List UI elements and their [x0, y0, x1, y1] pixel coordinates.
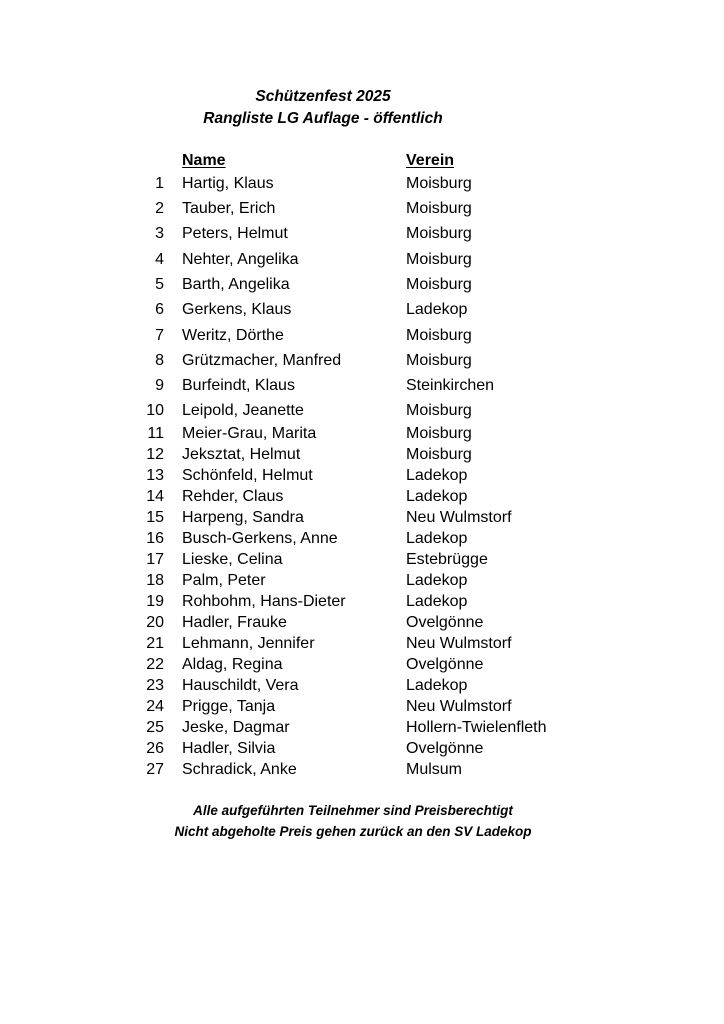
rank-cell: 10 — [146, 402, 164, 419]
rank-cell: 17 — [146, 551, 164, 568]
table-row — [0, 613, 724, 633]
rank-cell: 4 — [155, 251, 164, 268]
name-cell: Tauber, Erich — [182, 200, 276, 217]
table-row — [0, 676, 724, 696]
footer-note-eligibility: Alle aufgeführten Teilnehmer sind Preisberechtigt — [193, 803, 513, 818]
club-cell: Ladekop — [406, 572, 468, 589]
rank-cell: 14 — [146, 488, 164, 505]
name-cell: Rehder, Claus — [182, 488, 284, 505]
table-row — [0, 424, 724, 444]
name-cell: Lehmann, Jennifer — [182, 635, 315, 652]
club-cell: Ovelgönne — [406, 656, 484, 673]
club-cell: Neu Wulmstorf — [406, 635, 512, 652]
table-row — [0, 199, 724, 219]
rank-cell: 11 — [147, 425, 164, 442]
club-cell: Moisburg — [406, 251, 472, 268]
column-header-club: Verein — [406, 152, 455, 169]
table-row — [0, 445, 724, 465]
name-cell: Hauschildt, Vera — [182, 677, 299, 694]
club-cell: Ovelgönne — [406, 614, 484, 631]
rank-cell: 26 — [146, 740, 164, 757]
table-row — [0, 275, 724, 295]
rank-cell: 21 — [146, 635, 164, 652]
rank-cell: 27 — [146, 761, 164, 778]
name-cell: Nehter, Angelika — [182, 251, 299, 268]
table-row — [0, 529, 724, 549]
rank-cell: 18 — [146, 572, 164, 589]
name-cell: Hadler, Frauke — [182, 614, 287, 631]
rank-cell: 2 — [155, 200, 164, 217]
rank-cell: 22 — [146, 656, 164, 673]
name-cell: Weritz, Dörthe — [182, 327, 284, 344]
name-cell: Grützmacher, Manfred — [182, 352, 342, 369]
rank-cell: 5 — [155, 276, 164, 293]
club-cell: Neu Wulmstorf — [406, 509, 512, 526]
club-cell: Ladekop — [406, 488, 468, 505]
club-cell: Moisburg — [406, 175, 472, 192]
club-cell: Ladekop — [406, 301, 468, 318]
name-cell: Barth, Angelika — [182, 276, 290, 293]
name-cell: Jeksztat, Helmut — [182, 446, 301, 463]
rank-cell: 24 — [146, 698, 164, 715]
table-row — [0, 250, 724, 270]
name-cell: Harpeng, Sandra — [182, 509, 304, 526]
rank-cell: 12 — [146, 446, 164, 463]
club-cell: Moisburg — [406, 446, 472, 463]
name-cell: Palm, Peter — [182, 572, 266, 589]
table-row — [0, 326, 724, 346]
rank-cell: 6 — [155, 301, 164, 318]
name-cell: Burfeindt, Klaus — [182, 377, 295, 394]
club-cell: Ladekop — [406, 677, 468, 694]
table-row — [0, 655, 724, 675]
table-row — [0, 592, 724, 612]
rank-cell: 8 — [155, 352, 164, 369]
name-cell: Peters, Helmut — [182, 225, 288, 242]
table-row — [0, 508, 724, 528]
name-cell: Gerkens, Klaus — [182, 301, 292, 318]
rank-cell: 3 — [155, 225, 164, 242]
rank-cell: 15 — [146, 509, 164, 526]
rank-cell: 9 — [155, 377, 164, 394]
rank-cell: 25 — [146, 719, 164, 736]
table-row — [0, 697, 724, 717]
table-row — [0, 718, 724, 738]
name-cell: Meier-Grau, Marita — [182, 425, 317, 442]
name-cell: Aldag, Regina — [182, 656, 283, 673]
document-subtitle: Rangliste LG Auflage - öffentlich — [203, 110, 443, 127]
club-cell: Estebrügge — [406, 551, 488, 568]
rank-cell: 1 — [155, 175, 164, 192]
club-cell: Moisburg — [406, 352, 472, 369]
table-row — [0, 466, 724, 486]
table-row — [0, 376, 724, 396]
footer-note-uncollected: Nicht abgeholte Preis gehen zurück an den SV Ladekop — [174, 824, 532, 839]
club-cell: Moisburg — [406, 276, 472, 293]
table-row — [0, 487, 724, 507]
name-cell: Jeske, Dagmar — [182, 719, 290, 736]
name-cell: Prigge, Tanja — [182, 698, 276, 715]
club-cell: Mulsum — [406, 761, 463, 778]
club-cell: Neu Wulmstorf — [406, 698, 512, 715]
table-row — [0, 174, 724, 194]
rank-cell: 16 — [146, 530, 164, 547]
table-row — [0, 760, 724, 780]
table-row — [0, 571, 724, 591]
club-cell: Hollern-Twielenfleth — [406, 719, 547, 736]
name-cell: Schönfeld, Helmut — [182, 467, 313, 484]
name-cell: Hartig, Klaus — [182, 175, 274, 192]
name-cell: Rohbohm, Hans-Dieter — [182, 593, 346, 610]
column-header-name: Name — [182, 152, 226, 169]
table-row — [0, 739, 724, 759]
rank-cell: 13 — [146, 467, 164, 484]
name-cell: Lieske, Celina — [182, 551, 283, 568]
club-cell: Ladekop — [406, 593, 468, 610]
table-row — [0, 351, 724, 371]
table-row — [0, 550, 724, 570]
table-row — [0, 634, 724, 654]
club-cell: Moisburg — [406, 425, 472, 442]
club-cell: Ovelgönne — [406, 740, 484, 757]
table-row — [0, 300, 724, 320]
rank-cell: 19 — [146, 593, 164, 610]
name-cell: Schradick, Anke — [182, 761, 297, 778]
club-cell: Moisburg — [406, 200, 472, 217]
table-row — [0, 401, 724, 421]
club-cell: Ladekop — [406, 467, 468, 484]
club-cell: Ladekop — [406, 530, 468, 547]
club-cell: Moisburg — [406, 225, 472, 242]
rank-cell: 23 — [146, 677, 164, 694]
rank-cell: 7 — [155, 327, 164, 344]
club-cell: Moisburg — [406, 402, 472, 419]
club-cell: Steinkirchen — [406, 377, 495, 394]
table-row — [0, 224, 724, 244]
document-title: Schützenfest 2025 — [255, 88, 391, 105]
name-cell: Busch-Gerkens, Anne — [182, 530, 338, 547]
rank-cell: 20 — [146, 614, 164, 631]
name-cell: Hadler, Silvia — [182, 740, 276, 757]
name-cell: Leipold, Jeanette — [182, 402, 304, 419]
club-cell: Moisburg — [406, 327, 472, 344]
